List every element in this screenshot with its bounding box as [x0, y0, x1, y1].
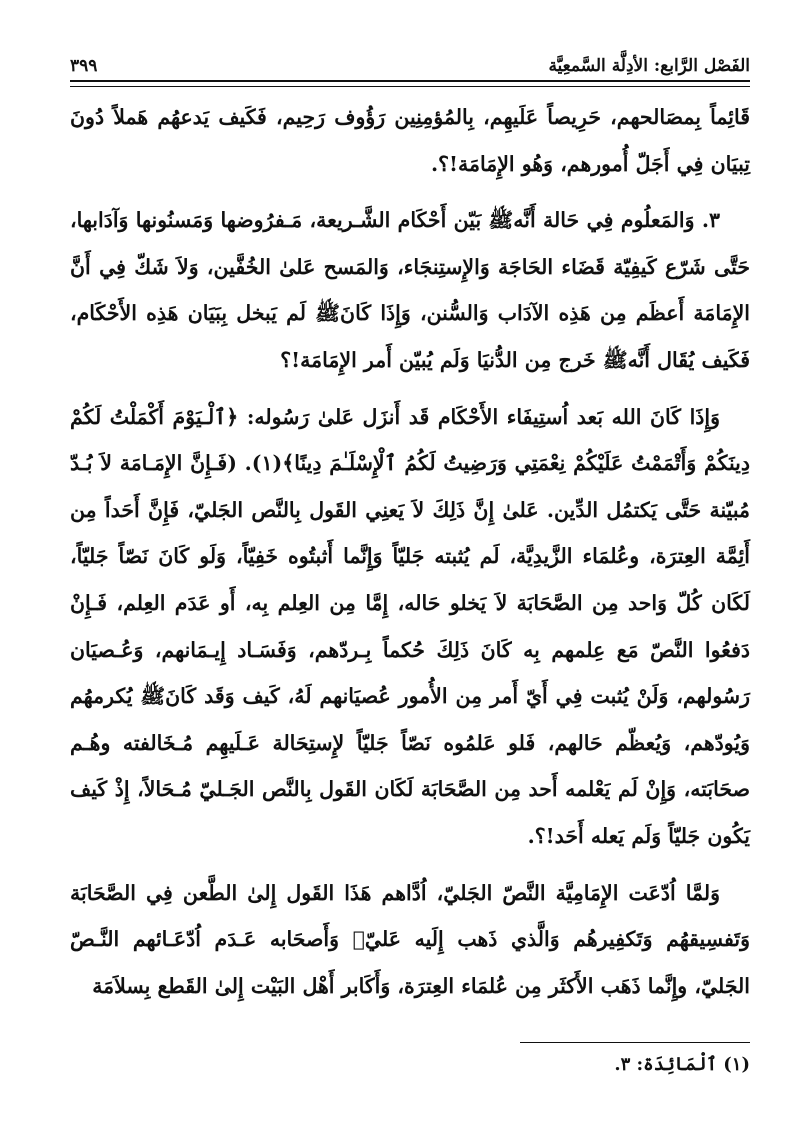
header-rule-thin — [70, 86, 750, 87]
footnote-rule — [520, 1042, 750, 1043]
header-rule-thick — [70, 80, 750, 82]
paragraph-3: وَإِذَا كَانَ الله بَعد اُستِيفَاء الأَحْكَام قَد أَنزَل عَلىٰ رَسُوله: ﴿ٱلْـيَوْمَ أَكْمَلْتُ لَكُمْ دِينَكُمْ وَأَتْمَمْتُ عَلَيْكُمْ نِعْمَتِي وَرَضِيتُ لَكُمُ ٱلْإِسْلَـٰمَ دِينًا﴾(١). (فَـإِنَّ الإِمَـامَة لاَ بُـدّ مُبيّنة حَتَّى يَكتمُل الدِّين. عَلىٰ إِنَّ ذَلِكَ لاَ يَعنِي القَول بِالنَّص الجَليّ، فَإِنَّ أَحَداً مِن أَئِمَّة العِترَة، وعُلمَاء الزَّيدِيَّة، لَم يُثبته جَليّاً وَإِنَّما أَثبتُوه خَفِيّاً، وَلَو كَانَ نَصّاً جَليّاً، لَكَان كُلّ وَاحد مِن الصَّحَابَة لاَ يَخلو حَاله، إِمَّا مِن العِلم بِه، أَو عَدَم العِلم، فَـإِنْ دَفعُوا النَّصّ مَع عِلمهم بِه كَانَ ذَلِكَ حُكماً بِـردّهم، وَفَسَـاد إِيـمَانهم، وَعُـصيَان رَسُولهم، وَلَنْ يُثبت فِي أَيّ أَمر مِن الأُمور عُصيَانهم لَهُ، كَيف وَقَد كَانَﷺ يُكرمهُم وَيُودّهم، وَيُعظّم حَالهم، فَلو عَلمُوه نَصّاً جَليّاً لإِستِحَالة عَـلَيهِم مُـخَالفته وهُـم صحَابَته، وَإِنْ لَم يَعْلمه أَحد مِن الصَّحَابَة لَكَان القَول بِالنَّص الجَـليّ مُـحَالاً، إِذْ كَيف يَكُون جَليّاً وَلَم يَعله أَحَد!؟. — [70, 404, 750, 848]
page — [70, 30, 750, 1110]
footnote: (١) ٱلْمَائِدَة: ٣. — [614, 1054, 750, 1075]
paragraph-2: ٣. وَالمَعلُوم فِي حَالة أَنَّهﷺ بَيّن أَحْكَام الشَّـريعة، مَـفرُوضها وَمَسنُونها وَآدَابها، حَتَّى شَرّع كَيفِيّة قَضَاء الحَاجَة وَالإِستِنجَاء، وَالمَسح عَلىٰ الخُفَّين، وَلاَ شَكّ فِي أَنَّ الإِمَامَة أَعظَم مِن هَذِه الآدَاب وَالسُّنن، وَإِذَا كَانَﷺ لَم يَبخل بِبَيَان هَذِه الأَحْكَام، فَكَيف يُقَال أَنَّهﷺ خَرج مِن الدُّنيَا وَلَم يُبيّن أَمر الإِمَامَة!؟ — [70, 208, 750, 372]
body-text — [70, 94, 750, 1009]
paragraph-4: وَلمَّا اُدّعَت الإِمَامِيَّة النَّصّ الجَليّ، اُدَّاهم هَذَا القَول إِلىٰ الطَّعن فِي الصَّحَابَة وَتَفسِيقهُم وَتَكفِيرهُم وَالَّذي ذَهب إِلَيه عَليّ﷤ وَأَصحَابه عَـدَم اُدّعَـائهم النَّـصّ الجَليّ، وإِنَّما ذَهَب الأَكثَر مِن عُلمَاء العِترَة، وَأَكَابر أَهْل البَيْت إِلىٰ القَطع بِسلاَمَة — [70, 880, 750, 998]
page-number: ٣٩٩ — [70, 56, 98, 76]
paragraph-1: قَائِماً بِمصَالحهم، حَرِيصاً عَلَيهِم، بِالمُؤمِنِين رَؤُوف رَحِيم، فَكَيف يَدعهُم هَملاً دُونَ تِبيَان فِي أَجَلّ أُمورهم، وَهُو الإِمَامَة!؟. — [70, 105, 750, 176]
running-head — [70, 40, 750, 76]
chapter-title: الفَصْل الرَّابع: الأدِلَّة السَّمعِيَّة — [548, 56, 750, 76]
